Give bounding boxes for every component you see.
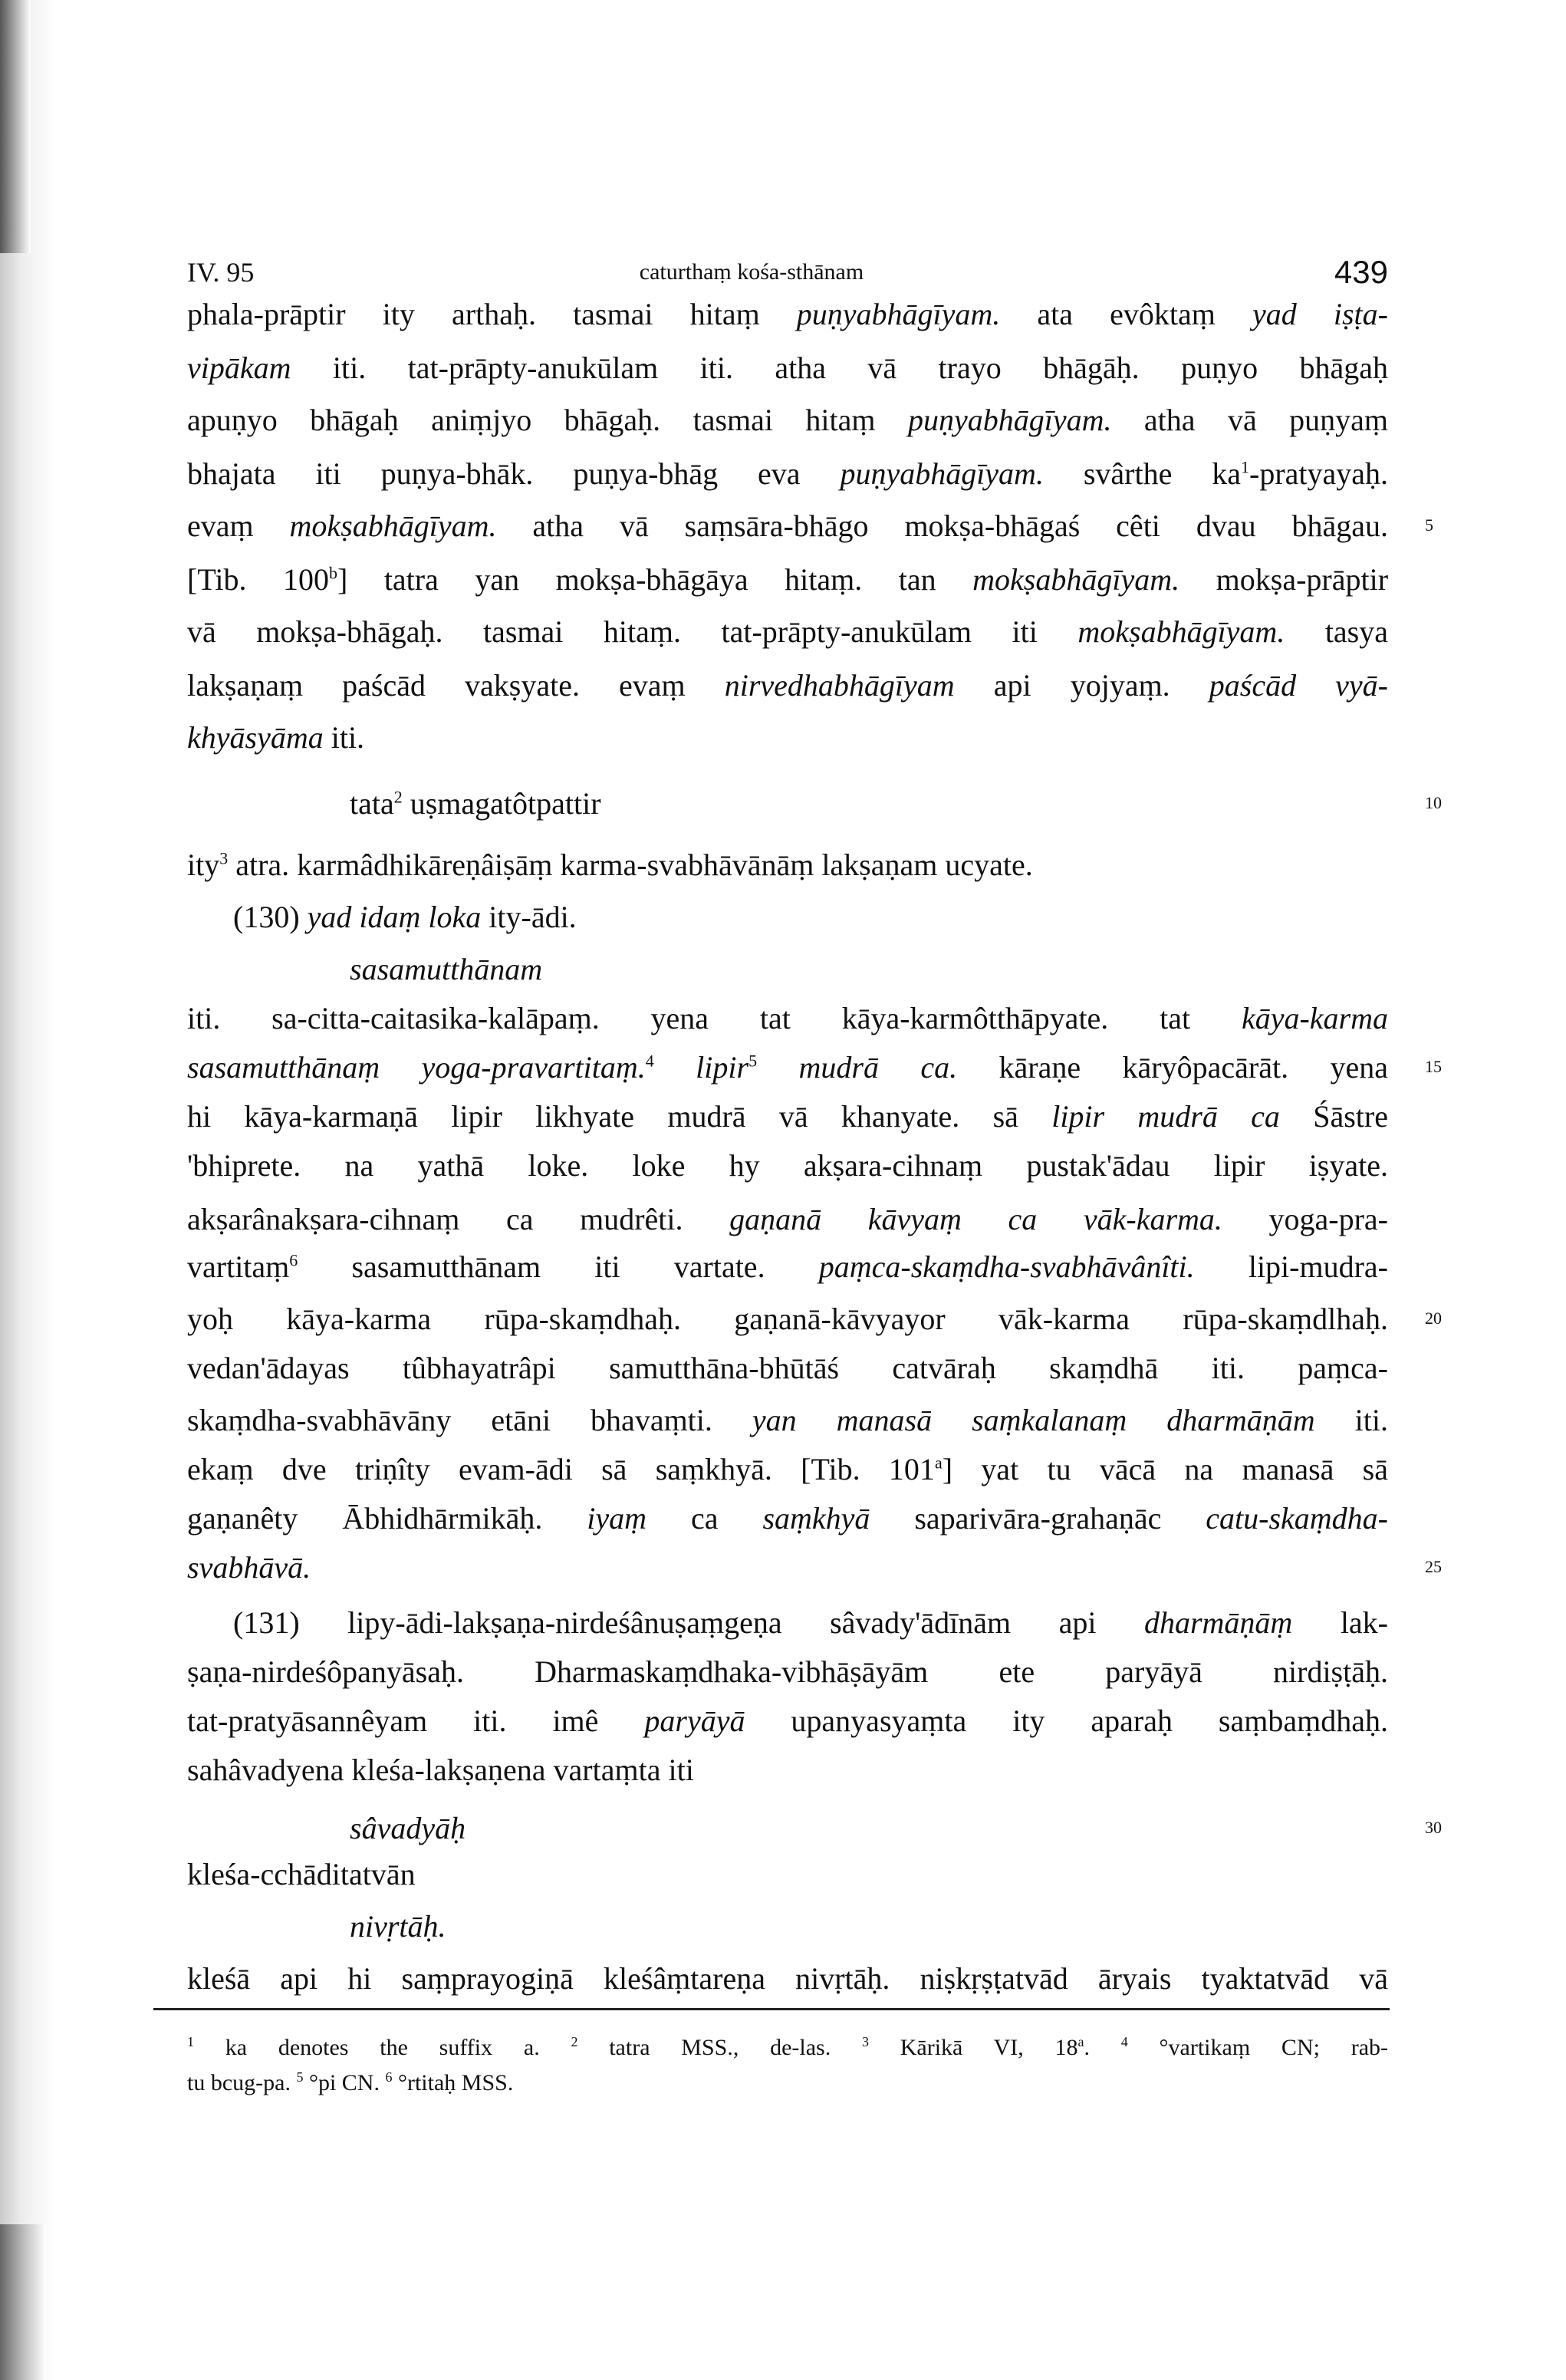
text-span: iti. <box>323 720 365 755</box>
text-span: svârthe ka <box>1043 456 1241 491</box>
italic-text: puṇyabhāgīyam. <box>840 456 1044 491</box>
text-span: gaṇanêty Ābhidhārmikāḥ. <box>187 1501 587 1536</box>
line-number: 15 <box>1425 1057 1442 1076</box>
text-span: [Tib. 100 <box>187 562 329 597</box>
text-span: akṣarânakṣara-cihnaṃ ca mudrêti. <box>187 1202 730 1236</box>
text-span: ata evôktaṃ <box>1000 297 1253 331</box>
footnote-marker: 2 <box>393 787 403 807</box>
running-head-title: caturthaṃ kośa-sthānam <box>639 259 864 285</box>
italic-text: nivṛtāḥ. <box>350 1909 446 1944</box>
italic-text: sasamutthānaṃ yoga-pravartitaṃ. <box>187 1050 646 1085</box>
text-line <box>233 1601 1388 1644</box>
text-span: lakṣaṇaṃ paścād vakṣyate. evaṃ <box>187 668 725 703</box>
text-span: lipi-mudra- <box>1194 1249 1389 1284</box>
text-line <box>187 1046 1388 1089</box>
text-line <box>187 1347 1388 1390</box>
text-line <box>187 1700 1388 1743</box>
text-span: Kārikā VI, 18 <box>868 2035 1078 2060</box>
text-span: kāraṇe kāryôpacārāt. yena <box>957 1050 1388 1085</box>
text-span: ṣaṇa-nirdeśôpanyāsaḥ. Dharmaskaṃdhaka-vibhāṣāyām ete paryāyā nirdiṣṭāḥ. <box>187 1654 1388 1689</box>
text-line <box>187 347 1388 390</box>
text-line <box>187 1399 1388 1442</box>
text-span: °rtitaḥ MSS. <box>392 2070 514 2095</box>
text-span: iti. <box>1314 1403 1388 1437</box>
text-span: ] yat tu vācā na manasā sā <box>942 1452 1388 1486</box>
footnote-marker: 4 <box>1120 2034 1128 2049</box>
text-line <box>187 1546 1388 1589</box>
italic-text: mokṣabhāgīyam. <box>972 562 1180 597</box>
text-line <box>187 1198 1388 1241</box>
text-span: ka denotes the suffix a. <box>194 2035 571 2060</box>
italic-text: vipākam <box>187 351 291 385</box>
footnote-marker: 4 <box>645 1051 654 1071</box>
text-line <box>187 558 1388 601</box>
running-head-section: IV. 95 <box>187 257 255 288</box>
text-span: (131) lipy-ādi-lakṣaṇa-nirdeśânuṣaṃgeṇa sâvady'ādīnām api <box>233 1605 1144 1640</box>
text-line <box>187 1853 1388 1896</box>
text-line <box>187 997 1388 1040</box>
text-span: (130) <box>233 900 308 934</box>
italic-text: lipir mudrā ca <box>1051 1099 1280 1134</box>
text-span: iti. sa-citta-caitasika-kalāpaṃ. yena tat kāya-karmôtthāpyate. tat <box>187 1001 1242 1035</box>
text-span: saparivāra-grahaṇāc <box>870 1501 1206 1536</box>
text-span: bhajata iti puṇya-bhāk. puṇya-bhāg eva <box>187 456 841 491</box>
italic-text: mokṣabhāgīyam. <box>1077 614 1285 649</box>
footnote-marker: a <box>934 1453 943 1473</box>
footnote-marker: 5 <box>296 2069 304 2085</box>
text-line <box>187 1144 1388 1187</box>
italic-text: yan manasā saṃkalanaṃ dharmāṇām <box>752 1403 1315 1437</box>
text-line <box>187 611 1388 653</box>
italic-text: kāya-karma <box>1241 1001 1388 1035</box>
text-span: uṣmagatôtpattir <box>402 786 601 821</box>
text-line <box>187 399 1388 442</box>
footnote-marker: 3 <box>219 848 229 868</box>
text-span: tasya <box>1285 614 1389 649</box>
verse-line <box>350 1905 446 1948</box>
footnote-marker: 3 <box>861 2034 869 2049</box>
text-span: ca <box>646 1501 763 1536</box>
italic-text: iyaṃ <box>587 1501 647 1536</box>
text-span: °pi CN. <box>303 2070 386 2095</box>
line-number: 20 <box>1425 1309 1442 1328</box>
scan-edge-shadow-bottom <box>0 2224 46 2380</box>
footnote-rule <box>153 2008 1390 2010</box>
scan-edge-shadow-top <box>0 0 31 253</box>
italic-text: yad idaṃ loka <box>307 900 482 934</box>
text-span: yoga-pra- <box>1222 1202 1389 1236</box>
italic-text: sasamutthānam <box>350 952 543 986</box>
text-span: upanyasyaṃta ity aparaḥ saṃbaṃdhaḥ. <box>745 1704 1388 1738</box>
text-span: sahâvadyena kleśa-lakṣaṇena vartaṃta iti <box>187 1753 694 1787</box>
text-span: sasamutthānam iti vartate. <box>298 1249 819 1284</box>
text-span: ] tatra yan mokṣa-bhāgāya hitaṃ. tan <box>337 562 973 597</box>
text-span: kleśā api hi saṃprayogiṇā kleśâṃtareṇa nivṛtāḥ. niṣkṛṣṭatvād āryais tyaktatvād vā <box>187 1961 1388 1996</box>
italic-text: mokṣabhāgīyam. <box>289 509 497 543</box>
text-line <box>187 844 1388 887</box>
text-span: atra. karmâdhikāreṇâiṣāṃ karma-svabhāvānāṃ lakṣaṇam ucyate. <box>228 848 1033 882</box>
italic-text: puṇyabhāgīyam. <box>796 297 1001 331</box>
text-span: api yojyaṃ. <box>954 668 1209 703</box>
line-number: 25 <box>1425 1557 1442 1576</box>
text-line <box>187 505 1388 548</box>
text-span: 'bhiprete. na yathā loke. loke hy akṣara-cihnaṃ pustak'ādau lipir iṣyate. <box>187 1148 1388 1183</box>
italic-text: paṃca-skaṃdha-svabhāvânîti. <box>818 1249 1195 1284</box>
text-span: iti. tat-prāpty-anukūlam iti. atha vā trayo bhāgāḥ. puṇyo bhāgaḥ <box>291 351 1388 385</box>
text-span: ity-ādi. <box>481 900 577 934</box>
text-span: . <box>1084 2035 1121 2060</box>
footnote-marker: 6 <box>385 2069 393 2085</box>
text-span: °vartikaṃ CN; rab- <box>1127 2035 1389 2060</box>
text-span: yoḥ kāya-karma rūpa-skaṃdhaḥ. gaṇanā-kāvyayor vāk-karma rūpa-skaṃdlhaḥ. <box>187 1302 1388 1336</box>
footnote-marker: 2 <box>571 2034 578 2049</box>
text-span: lak- <box>1292 1605 1388 1640</box>
text-span: ekaṃ dve triṇîty evam-ādi sā saṃkhyā. [Tib. 101 <box>187 1452 935 1486</box>
text-span: kleśa-cchāditatvān <box>187 1857 416 1891</box>
text-span: hi kāya-karmaṇā lipir likhyate mudrā vā khanyate. sā <box>187 1099 1052 1134</box>
text-span: apuṇyo bhāgaḥ aniṃjyo bhāgaḥ. tasmai hitaṃ <box>187 403 908 437</box>
verse-line <box>350 782 601 825</box>
text-span: mokṣa-prāptir <box>1179 562 1389 597</box>
line-number: 5 <box>1425 515 1433 535</box>
text-line <box>187 1497 1388 1540</box>
line-number: 10 <box>1425 793 1442 812</box>
page-number: 439 <box>1334 254 1388 290</box>
italic-text: nirvedhabhāgīyam <box>724 668 955 703</box>
footnote-marker: 1 <box>187 2034 194 2049</box>
italic-text: puṇyabhāgīyam. <box>907 403 1112 437</box>
text-span: skaṃdha-svabhāvāny etāni bhavaṃti. <box>187 1403 752 1437</box>
text-line <box>233 896 1388 939</box>
text-span: ity <box>187 848 220 882</box>
text-span: vartitaṃ <box>187 1249 290 1284</box>
italic-text: paryāyā <box>644 1704 745 1738</box>
text-line <box>187 664 1388 707</box>
text-span: tatra MSS., de-las. <box>577 2035 862 2060</box>
italic-text: dharmāṇāṃ <box>1143 1605 1293 1640</box>
text-span: phala-prāptir ity arthaḥ. tasmai hitaṃ <box>187 297 797 331</box>
text-line <box>187 716 1388 759</box>
text-line <box>187 293 1388 336</box>
text-span: vedan'ādayas tûbhayatrâpi samutthāna-bhūtāś catvāraḥ skaṃdhā iti. paṃca- <box>187 1351 1388 1385</box>
italic-text: lipir <box>653 1050 749 1085</box>
line-number: 30 <box>1425 1818 1442 1837</box>
text-line <box>187 1651 1388 1694</box>
italic-text: saṃkhyā <box>762 1501 870 1536</box>
text-span: -pratyayaḥ. <box>1249 456 1389 491</box>
text-span: evaṃ <box>187 509 290 543</box>
text-span: tu bcug-pa. <box>187 2070 297 2095</box>
italic-text: mudrā ca. <box>757 1050 958 1085</box>
footnote-marker: 5 <box>748 1051 758 1071</box>
italic-text: gaṇanā kāvyaṃ ca vāk-karma. <box>729 1202 1222 1236</box>
footnote-line <box>187 2066 1388 2100</box>
text-line <box>187 1749 1388 1792</box>
scan-edge-shadow <box>0 0 54 2380</box>
footnote-marker: a <box>1077 2034 1084 2049</box>
text-line <box>187 1095 1388 1138</box>
footnote-marker: 6 <box>289 1250 298 1270</box>
italic-text: sâvadyāḥ <box>350 1811 466 1845</box>
italic-text: catu-skaṃdha- <box>1206 1501 1388 1536</box>
text-span: tat-pratyāsannêyam iti. imê <box>187 1704 645 1738</box>
text-line <box>187 1448 1388 1491</box>
text-line <box>187 1957 1388 2000</box>
text-span: atha vā puṇyaṃ <box>1111 403 1388 437</box>
text-span: vā mokṣa-bhāgaḥ. tasmai hitaṃ. tat-prāpty-anukūlam iti <box>187 614 1078 649</box>
verse-line <box>350 948 542 991</box>
italic-text: yad iṣṭa- <box>1252 297 1388 331</box>
text-line <box>187 1246 1388 1289</box>
text-line <box>187 1298 1388 1341</box>
footnote-marker: b <box>328 563 337 583</box>
italic-text: paścād vyā- <box>1209 668 1388 703</box>
italic-text: khyāsyāma <box>187 720 324 755</box>
text-span: Śāstre <box>1279 1099 1388 1134</box>
text-line <box>187 453 1388 495</box>
text-span: atha vā saṃsāra-bhāgo mokṣa-bhāgaś cêti dvau bhāgau. <box>496 509 1389 543</box>
verse-line <box>350 1807 466 1850</box>
text-span: tata <box>350 786 394 821</box>
footnote-marker: 1 <box>1241 457 1249 477</box>
footnote-line <box>187 2031 1388 2065</box>
italic-text: svabhāvā. <box>187 1550 311 1585</box>
